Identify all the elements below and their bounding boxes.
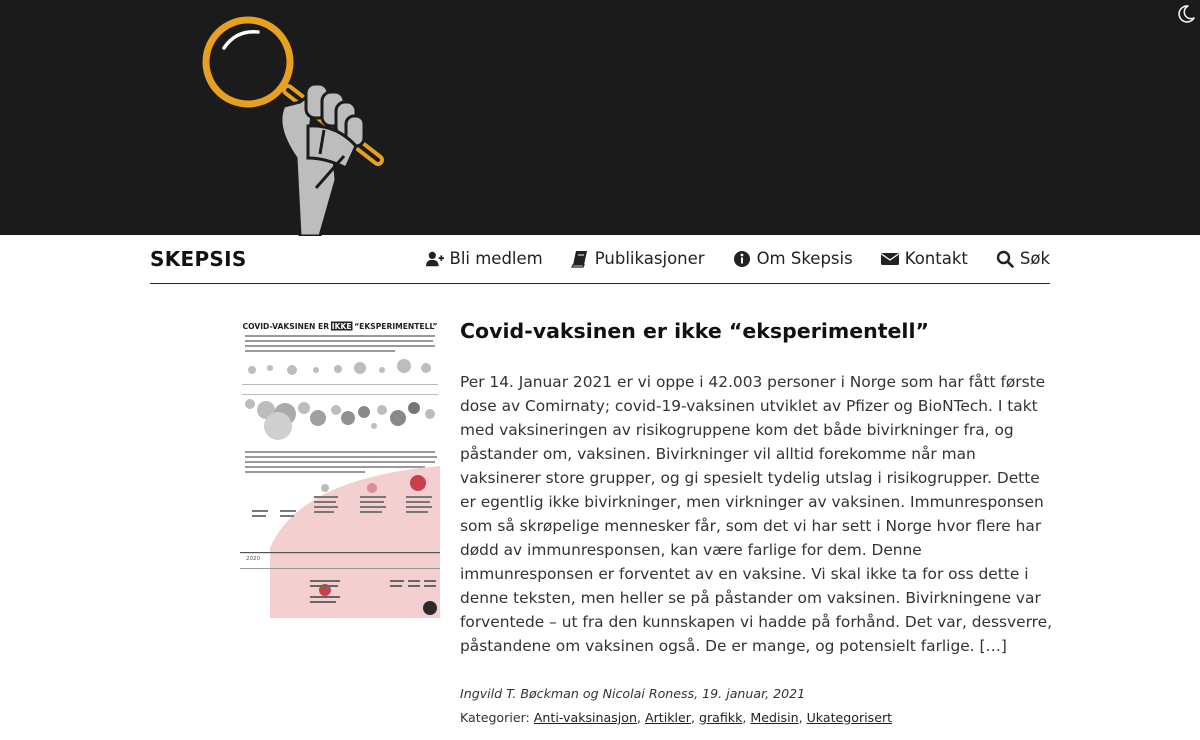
- magnifier-lens: [206, 20, 290, 104]
- nav-menu: [426, 249, 1051, 268]
- post-byline: Ingvild T. Bøckman og Nicolai Roness, 19. januar, 2021: [460, 686, 806, 701]
- moon-icon[interactable]: [1176, 4, 1196, 24]
- nav-label: Om Skepsis: [756, 249, 853, 268]
- categories-label: Kategorier:: [460, 710, 530, 725]
- envelope-icon: [881, 250, 899, 268]
- category-link[interactable]: Medisin: [750, 710, 799, 725]
- nav-label: Publikasjoner: [594, 249, 705, 268]
- excerpt-text: Per 14. Januar 2021 er vi oppe i 42.003 personer i Norge som har fått første dose av Comirnaty; covid-19-vaksinen utviklet av Pfizer og BioNTech. I takt med vaksineringen av risikogruppene kom det både bivirkninger fra, og påstander om, vaksinen. Bivirkninger vil alltid forekomme når man vaksinerer store grupper, og gi spesielt tydelig utslag i risikogrupper. Dette er egentlig ikke bivirkninger, men virkninger av vaksinen. Immunresponsen som så skrøpelige mennesker får, som det vi har sett i Norge hvor flere har dødd av immunresponsen, kan være farlige for dem. Denne immunresponsen er forventet av en vaksine. Vi skal ikke ta for oss dette i denne teksten, men heller se på påstander om vaksinen. Bivirkningene var forventede – ut fra den kunnskapen vi hadde på forhånd. Det var, dessverre, påstandene om vaksinen også. De er mange, og potensielt farlige.: [460, 373, 1053, 655]
- category-link[interactable]: Artikler: [645, 710, 691, 725]
- nav-item-sok[interactable]: [996, 249, 1050, 268]
- post-categories: Kategorier: Anti-vaksinasjon, Artikler, grafikk, Medisin, Ukategorisert: [460, 710, 893, 725]
- fist-icon: [281, 84, 364, 236]
- thumbnail-year: 2020: [246, 556, 260, 562]
- category-link[interactable]: Anti-vaksinasjon: [533, 710, 637, 725]
- site-brand[interactable]: SKEPSIS: [150, 247, 247, 271]
- user-plus-icon: [426, 250, 444, 268]
- nav-item-kontakt[interactable]: [881, 249, 968, 268]
- category-link[interactable]: grafikk: [698, 710, 743, 725]
- info-icon: [733, 250, 751, 268]
- header-banner: [0, 0, 1200, 235]
- timeline-axis: [240, 552, 440, 553]
- nav-item-publikasjoner[interactable]: [571, 249, 705, 268]
- thumbnail-logo: [423, 601, 437, 615]
- post-title[interactable]: Covid-vaksinen er ikke “eksperimentell”: [460, 319, 929, 343]
- book-icon: [571, 250, 589, 268]
- thumbnail-heading: COVID-VAKSINEN ER IKKE “EKSPERIMENTELL”: [242, 322, 438, 331]
- nav-item-bli-medlem[interactable]: [426, 249, 543, 268]
- search-icon: [996, 250, 1014, 268]
- main-nav: [150, 235, 1050, 284]
- read-more-link[interactable]: […]: [979, 637, 1007, 655]
- nav-label: Kontakt: [904, 249, 968, 268]
- nav-label: Søk: [1019, 249, 1050, 268]
- magnifier-fist-logo[interactable]: [196, 8, 396, 236]
- post-thumbnail[interactable]: [240, 318, 440, 618]
- post-excerpt: [460, 370, 1055, 658]
- nav-item-om-skepsis[interactable]: [733, 249, 853, 268]
- category-link[interactable]: Ukategorisert: [806, 710, 893, 725]
- timeline-axis-2: [240, 568, 440, 569]
- nav-label: Bli medlem: [449, 249, 543, 268]
